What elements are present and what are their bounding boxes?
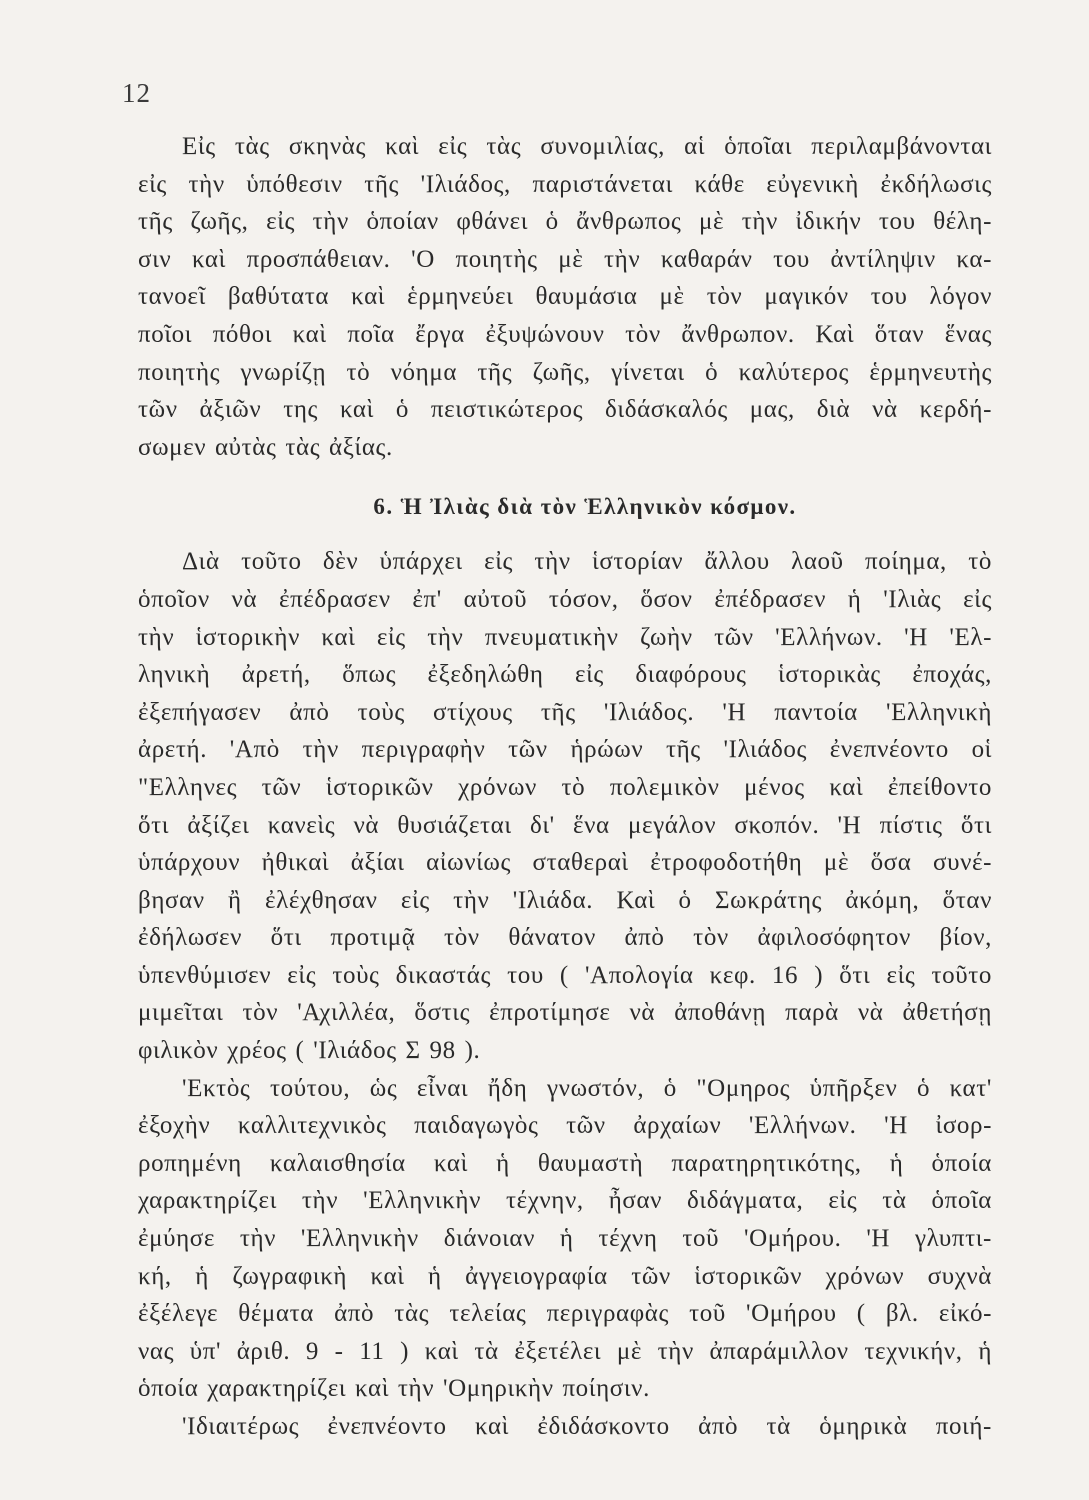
text-line: μιμεῖται τὸν 'Αχιλλέα, ὅστις ἐπροτίμησε νὰ ἀποθάνῃ παρὰ νὰ ἀθετήσῃ: [138, 999, 992, 1027]
text-line: "Ελληνες τῶν ἱστορικῶν χρόνων τὸ πολεμικὸν μένος καὶ ἐπείθοντο: [138, 773, 992, 801]
text-line: τὴν ἱστορικὴν καὶ εἰς τὴν πνευματικὴν ζωὴν τῶν 'Ελλήνων. 'Η 'Ελ-: [138, 623, 992, 651]
text-line: Εἰς τὰς σκηνὰς καὶ εἰς τὰς συνομιλίας, αἱ ὁποῖαι περιλαμβάνονται: [182, 133, 992, 160]
text-line: ὁποῖον νὰ ἐπέδρασεν ἐπ' αὐτοῦ τόσον, ὅσον ἐπέδρασεν ἡ 'Ιλιὰς εἰς: [138, 585, 992, 613]
text-line: τῶν ἀξιῶν της καὶ ὁ πειστικώτερος διδάσκαλός μας, διὰ νὰ κερδή-: [138, 396, 992, 424]
text-line: σωμεν αὐτὰς τὰς ἀξίας.: [138, 433, 393, 461]
paragraph-continued: [138, 1408, 992, 1446]
text-line: βησαν ἢ ἐλέχθησαν εἰς τὴν 'Ιλιάδα. Καὶ ὁ Σωκράτης ἀκόμη, ὅταν: [138, 886, 992, 914]
text-line: ἐδήλωσεν ὅτι προτιμᾷ τὸν θάνατον ἀπὸ τὸν ἀφιλοσόφητον βίον,: [138, 924, 992, 952]
paragraph-intro: [138, 128, 992, 466]
text-line: ὅτι ἀξίζει κανεὶς νὰ θυσιάζεται δι' ἕνα μεγάλον σκοπόν. 'Η πίστις ὅτι: [138, 811, 992, 839]
text-line: ποιητὴς γνωρίζῃ τὸ νόημα τῆς ζωῆς, γίνεται ὁ καλύτερος ἑρμηνευτὴς: [138, 358, 992, 386]
text-line: τῆς ζωῆς, εἰς τὴν ὁποίαν φθάνει ὁ ἄνθρωπος μὲ τὴν ἰδικήν του θέλη-: [138, 208, 992, 236]
text-line: νας ὑπ' ἀριθ. 9 - 11 ) καὶ τὰ ἐξετέλει μὲ τὴν ἀπαράμιλλον τεχνικήν, ἡ: [138, 1337, 992, 1365]
text-line: ἐξέλεγε θέματα ἀπὸ τὰς τελείας περιγραφὰς τοῦ 'Ομήρου ( βλ. εἰκό-: [138, 1300, 992, 1328]
text-line: εἰς τὴν ὑπόθεσιν τῆς 'Ιλιάδος, παριστάνεται κάθε εὐγενικὴ ἐκδήλωσις: [138, 170, 992, 198]
section-heading: 6. Ἡ Ἰλιὰς διὰ τὸν Ἑλληνικὸν κόσμον.: [373, 494, 797, 520]
text-line: χαρακτηρίζει τὴν 'Ελληνικὴν τέχνην, ἦσαν διδάγματα, εἰς τὰ ὁποῖα: [138, 1187, 992, 1215]
text-line: ὑπάρχουν ἠθικαὶ ἀξίαι αἰωνίως σταθεραὶ ἐτροφοδοτήθη μὲ ὅσα συνέ-: [138, 849, 992, 877]
text-line: ποῖοι πόθοι καὶ ποῖα ἔργα ἐξυψώνουν τὸν ἄνθρωπον. Καὶ ὅταν ἕνας: [138, 320, 992, 348]
paragraph-influence: [138, 543, 992, 1069]
text-line: ληνικὴ ἀρετή, ὅπως ἐξεδηλώθη εἰς διαφόρους ἱστορικὰς ἐποχάς,: [138, 661, 992, 689]
text-line: Διὰ τοῦτο δὲν ὑπάρχει εἰς τὴν ἱστορίαν ἄλλου λαοῦ ποίημα, τὸ: [182, 548, 992, 576]
text-line: ὑπενθύμισεν εἰς τοὺς δικαστάς του ( 'Απολογία κεφ. 16 ) ὅτι εἰς τοῦτο: [138, 961, 992, 989]
text-line: ἐξοχὴν καλλιτεχνικὸς παιδαγωγὸς τῶν ἀρχαίων 'Ελλήνων. 'Η ἰσορ-: [138, 1112, 992, 1140]
text-line: 'Εκτὸς τούτου, ὡς εἶναι ἤδη γνωστόν, ὁ "Ομηρος ὑπῆρξεν ὁ κατ': [182, 1074, 992, 1102]
paragraph-artistic: [138, 1070, 992, 1408]
text-line: τανοεῖ βαθύτατα καὶ ἑρμηνεύει θαυμάσια μὲ τὸν μαγικόν του λόγον: [138, 283, 992, 311]
text-line: σιν καὶ προσπάθειαν. 'Ο ποιητὴς μὲ τὴν καθαράν του ἀντίληψιν κα-: [138, 245, 992, 273]
text-line: ἐμύησε τὴν 'Ελληνικὴν διάνοιαν ἡ τέχνη τοῦ 'Ομήρου. 'Η γλυπτι-: [138, 1225, 992, 1253]
text-line: 'Ιδιαιτέρως ἐνεπνέοντο καὶ ἐδιδάσκοντο ἀπὸ τὰ ὁμηρικὰ ποιή-: [182, 1413, 992, 1440]
text-line: ἐξεπήγασεν ἀπὸ τοὺς στίχους τῆς 'Ιλιάδος. 'Η παντοία 'Ελληνικὴ: [138, 698, 992, 726]
body-text: [138, 128, 992, 1446]
page-number: 12: [122, 78, 151, 108]
text-line: κή, ἡ ζωγραφικὴ καὶ ἡ ἀγγειογραφία τῶν ἱστορικῶν χρόνων συχνὰ: [138, 1262, 992, 1290]
text-line: ἀρετή. 'Απὸ τὴν περιγραφὴν τῶν ἡρώων τῆς 'Ιλιάδος ἐνεπνέοντο οἱ: [138, 736, 992, 764]
text-line: ροπημένη καλαισθησία καὶ ἡ θαυμαστὴ παρατηρητικότης, ἡ ὁποία: [138, 1149, 992, 1177]
text-line: φιλικὸν χρέος ( 'Ιλιάδος Σ 98 ).: [138, 1037, 481, 1065]
text-line: ὁποία χαρακτηρίζει καὶ τὴν 'Ομηρικὴν ποίησιν.: [138, 1375, 650, 1403]
